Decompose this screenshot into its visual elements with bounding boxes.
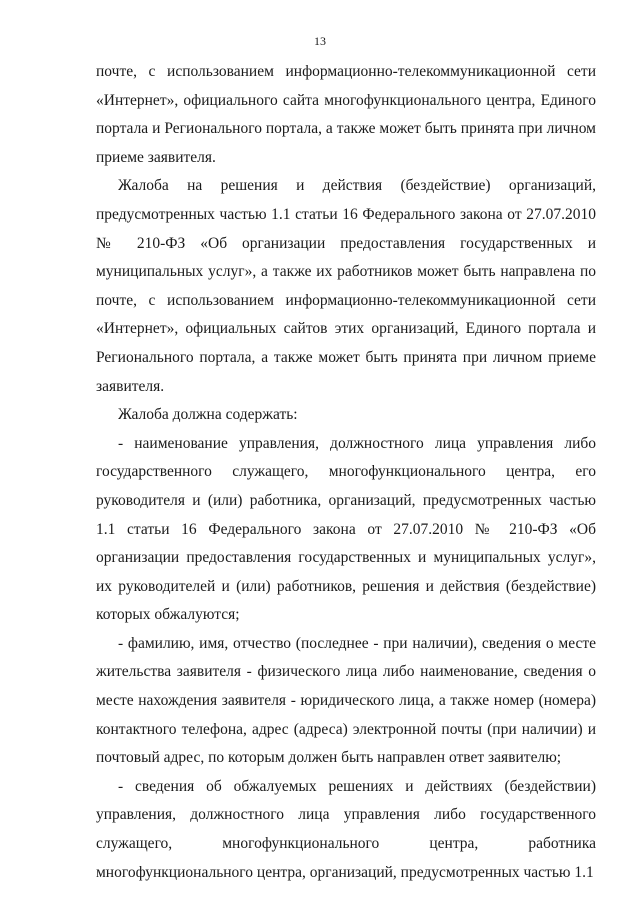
list-item-name-of-body: - наименование управления, должностного лица управления либо государственного служащего, многофункционального центра, его руководителя и (или) работника, организаций, предусмотренных частью 1.1 статьи 16 Федерального закона от 27.07.2010 № 210-ФЗ «Об организации предоставления государственных и муниципальных услуг», их руководителей и (или) работников, решения и действия (бездействие) которых обжалуются; xyxy=(96,434,596,624)
list-item-applicant-details: - фамилию, имя, отчество (последнее - при наличии), сведения о месте жительства заявителя - физического лица либо наименование, сведения о месте нахождения заявителя - юридического лица, а также номер (номера) контактного телефона, адрес (адреса) электронной почты (при наличии) и почтовый адрес, по которым должен быть направлен ответ заявителю; xyxy=(96,634,596,767)
paragraph-continued: почте, с использованием информационно-телекоммуникационной сети «Интернет», официального сайта многофункционального центра, Единого портала и Регионального портала, а также может быть принята при личном приеме заявителя. xyxy=(96,63,596,166)
document-body xyxy=(96,58,596,887)
page-number: 13 xyxy=(314,34,326,48)
paragraph-complaint-contents-heading: Жалоба должна содержать: xyxy=(118,406,298,424)
paragraph-complaint-organizations: Жалоба на решения и действия (бездействие) организаций, предусмотренных частью 1.1 статьи 16 Федерального закона от 27.07.2010 № 210-ФЗ «Об организации предоставления государственных и муниципальных услуг», а также их работников может быть направлена по почте, с использованием информационно-телекоммуникационной сети «Интернет», официальных сайтов этих организаций, Единого портала и Регионального портала, а также может быть принята при личном приеме заявителя. xyxy=(96,177,596,395)
list-item-appealed-decisions: - сведения об обжалуемых решениях и действиях (бездействии) управления, должностного лица управления либо государственного служащего, многофункционального центра, работника многофункционального центра, организаций, предусмотренных частью 1.1 xyxy=(96,777,596,881)
